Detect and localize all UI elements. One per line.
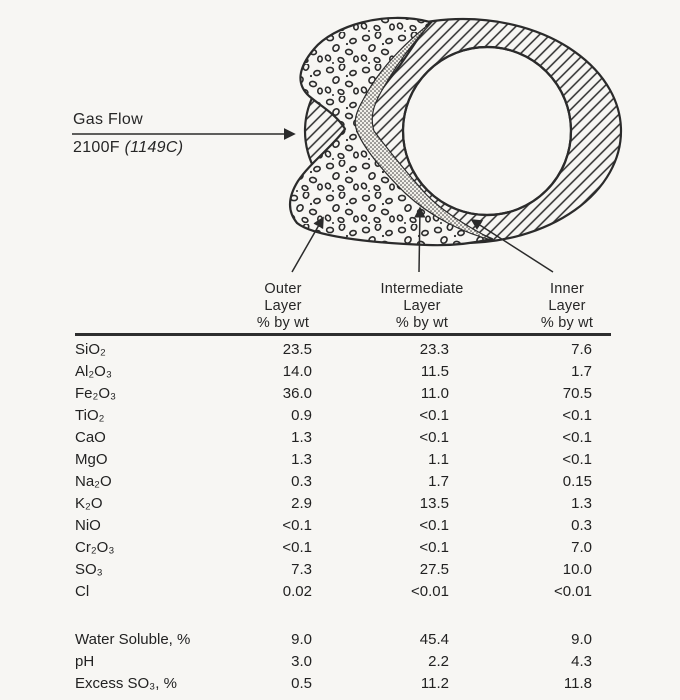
callout-outer-layer: [257, 281, 309, 332]
spacer-cell: [592, 672, 615, 694]
outer-value: 7.3: [291, 560, 312, 578]
intermediate-value: <0.01: [411, 582, 449, 600]
outer-value: 0.9: [291, 406, 312, 424]
inner-value: 70.5: [562, 384, 592, 402]
callout-inner-line2: Layer: [548, 298, 586, 314]
property-label: Excess SO₃, %: [75, 674, 177, 692]
composition-rows: [75, 338, 615, 602]
spacer-cell: [592, 492, 615, 514]
callout-outer-name: Outer: [264, 281, 302, 297]
compound-label: NiO: [75, 516, 101, 534]
table-row: [75, 580, 615, 602]
intermediate-value: 2.2: [428, 652, 449, 670]
table-row: [75, 338, 615, 360]
outer-value: 9.0: [291, 630, 312, 648]
intermediate-value: 23.3: [419, 340, 449, 358]
outer-value: 1.3: [291, 450, 312, 468]
spacer-cell: [592, 536, 615, 558]
callout-intermediate-layer: [381, 281, 464, 332]
inner-value: 1.7: [571, 362, 592, 380]
compound-label: Cr₂O₃: [75, 538, 115, 556]
intermediate-value: 1.1: [428, 450, 449, 468]
table-row: [75, 382, 615, 404]
table-header-rule: [75, 333, 611, 336]
spacer-cell: [592, 426, 615, 448]
spacer-cell: [592, 580, 615, 602]
property-label: Water Soluble, %: [75, 630, 191, 648]
temperature-fahrenheit: 2100F: [73, 139, 120, 156]
inner-value: 10.0: [562, 560, 592, 578]
intermediate-value: 1.7: [428, 472, 449, 490]
intermediate-value: 11.2: [420, 674, 449, 692]
inner-value: <0.01: [554, 582, 592, 600]
table-row: [75, 360, 615, 382]
gas-temperature-label: [73, 139, 183, 157]
spacer-cell: [592, 558, 615, 580]
outer-value: <0.1: [282, 516, 312, 534]
table-row: [75, 404, 615, 426]
property-label: pH: [75, 652, 95, 670]
temperature-celsius: (1149C): [124, 139, 184, 156]
spacer-cell: [592, 448, 615, 470]
compound-label: MgO: [75, 450, 108, 468]
inner-value: 9.0: [571, 630, 592, 648]
table-row: [75, 558, 615, 580]
inner-value: 1.3: [571, 494, 592, 512]
summary-rows: [75, 602, 615, 694]
inner-value: 0.3: [571, 516, 592, 534]
compound-label: Al₂O₃: [75, 362, 112, 380]
intermediate-value: <0.1: [419, 538, 449, 556]
outer-value: 0.02: [282, 582, 312, 600]
callout-inner-layer: [541, 281, 593, 332]
inner-value: 7.0: [571, 538, 592, 556]
compound-label: SiO₂: [75, 340, 106, 358]
composition-table: [75, 338, 615, 694]
inner-value: <0.1: [562, 450, 592, 468]
intermediate-layer-leader-arrow: [419, 208, 420, 272]
intermediate-value: 45.4: [419, 630, 449, 648]
tube-cross-section: [403, 47, 571, 215]
table-row: [75, 650, 615, 672]
outer-value: 0.5: [291, 674, 312, 692]
outer-value: <0.1: [282, 538, 312, 556]
inner-value: 11.8: [563, 674, 592, 692]
inner-value: 0.15: [562, 472, 592, 490]
spacer-cell: [592, 650, 615, 672]
intermediate-value: <0.1: [419, 428, 449, 446]
table-row: [75, 672, 615, 694]
callout-intermediate-line3: % by wt: [395, 315, 449, 331]
callout-inner-name: Inner: [549, 281, 585, 297]
spacer-cell: [592, 404, 615, 426]
intermediate-value: 11.0: [420, 384, 449, 402]
compound-label: TiO₂: [75, 406, 105, 424]
table-row: [75, 536, 615, 558]
spacer-cell: [592, 602, 615, 650]
spacer-cell: [592, 514, 615, 536]
compound-label: CaO: [75, 428, 106, 446]
outer-value: 2.9: [291, 494, 312, 512]
intermediate-value: <0.1: [419, 516, 449, 534]
outer-value: 0.3: [291, 472, 312, 490]
intermediate-value: 11.5: [420, 362, 449, 380]
outer-value: 14.0: [282, 362, 312, 380]
inner-value: 4.3: [571, 652, 592, 670]
table-row: [75, 602, 615, 650]
table-row: [75, 470, 615, 492]
outer-value: 36.0: [282, 384, 312, 402]
compound-label: Na₂O: [75, 472, 112, 490]
inner-value: 7.6: [571, 340, 592, 358]
outer-value: 3.0: [291, 652, 312, 670]
callout-inner-line3: % by wt: [540, 315, 594, 331]
callout-intermediate-line2: Layer: [403, 298, 441, 314]
intermediate-value: 13.5: [419, 494, 449, 512]
intermediate-value: 27.5: [419, 560, 449, 578]
gas-flow-label: Gas Flow: [73, 111, 143, 128]
outer-value: 1.3: [291, 428, 312, 446]
compound-label: SO₃: [75, 560, 103, 578]
spacer-cell: [592, 338, 615, 360]
callout-outer-line2: Layer: [264, 298, 302, 314]
compound-label: Cl: [75, 582, 90, 600]
inner-value: <0.1: [562, 406, 592, 424]
spacer-cell: [592, 360, 615, 382]
table-row: [75, 492, 615, 514]
spacer-cell: [592, 470, 615, 492]
outer-value: 23.5: [282, 340, 312, 358]
compound-label: K₂O: [75, 494, 103, 512]
callout-outer-line3: % by wt: [256, 315, 310, 331]
compound-label: Fe₂O₃: [75, 384, 117, 402]
inner-value: <0.1: [562, 428, 592, 446]
intermediate-value: <0.1: [419, 406, 449, 424]
table-row: [75, 514, 615, 536]
table-row: [75, 448, 615, 470]
table-row: [75, 426, 615, 448]
callout-intermediate-name: Intermediate: [380, 281, 464, 297]
spacer-cell: [592, 382, 615, 404]
